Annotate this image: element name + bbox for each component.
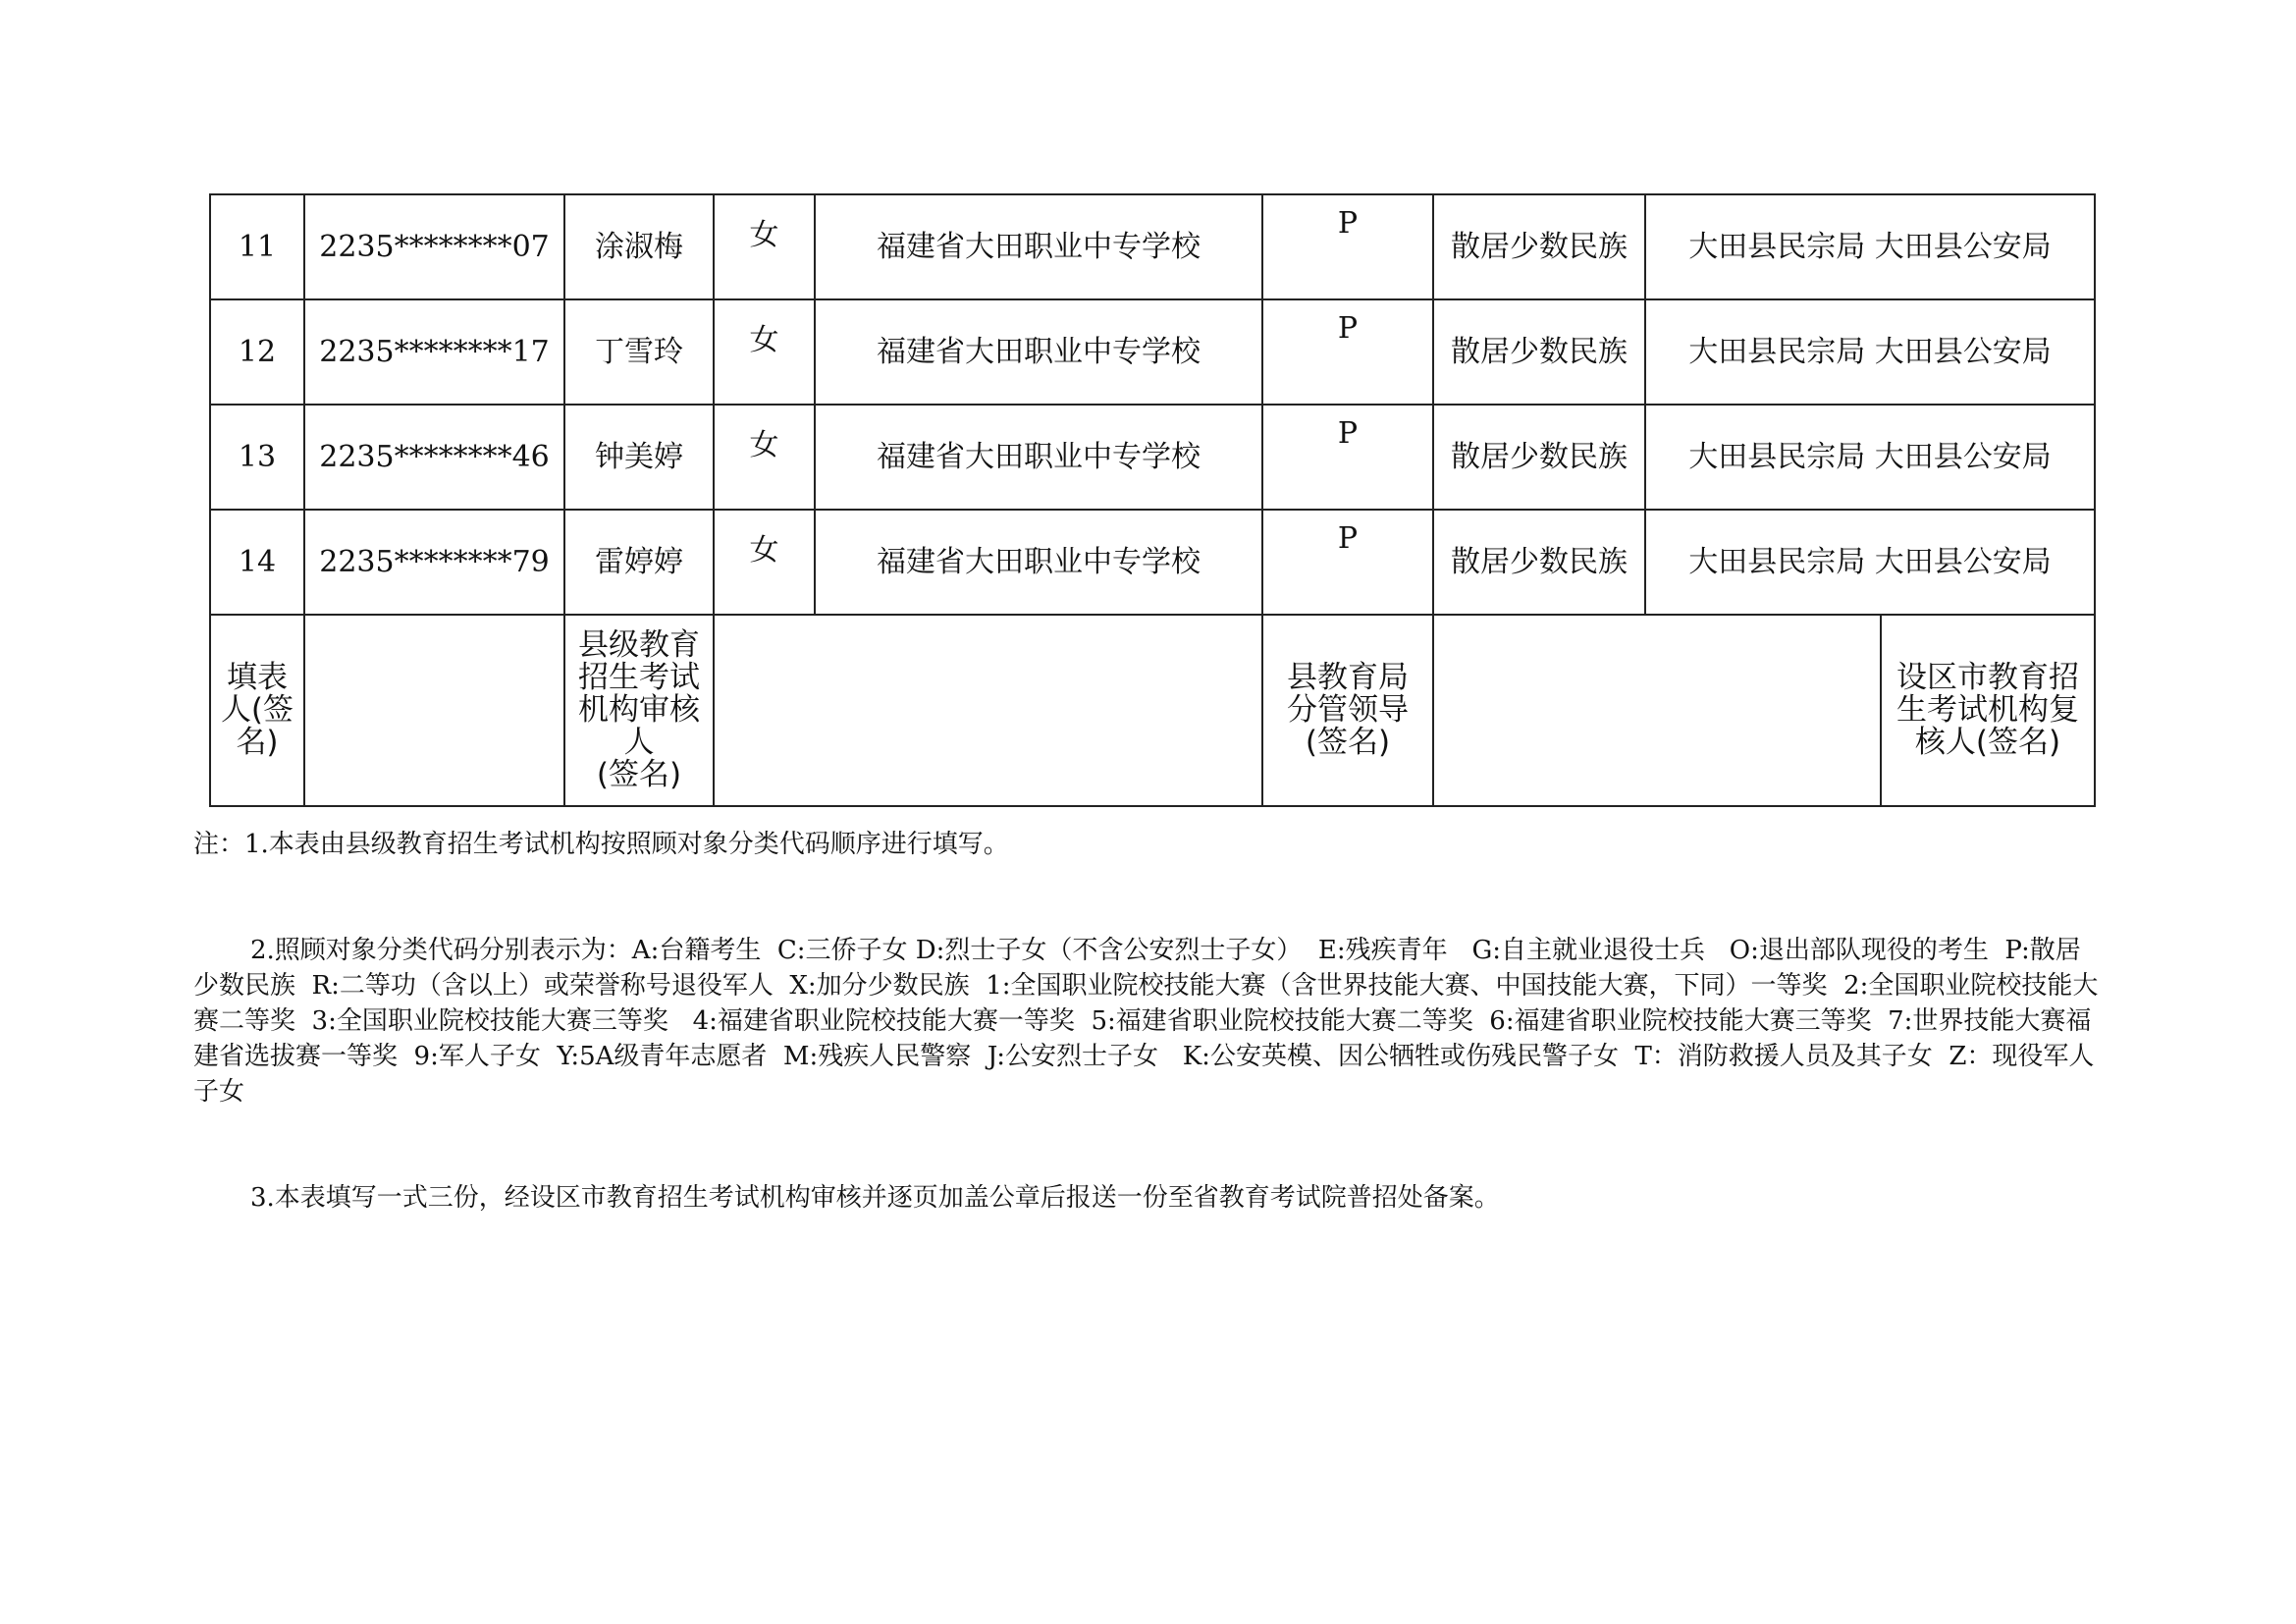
candidate-school: 福建省大田职业中专学校	[815, 405, 1262, 510]
note-line-3: 3.本表填写一式三份，经设区市教育招生考试机构审核并逐页加盖公章后报送一份至省教育考试院普招处备案。	[250, 1183, 1500, 1213]
candidate-name: 丁雪玲	[564, 299, 714, 405]
table-row	[210, 299, 2095, 405]
candidate-id: 2235********46	[304, 405, 564, 510]
candidate-gender-cell	[714, 510, 815, 615]
category-code: P	[1262, 510, 1433, 615]
candidate-name: 涂淑梅	[564, 194, 714, 299]
candidate-gender-cell	[714, 405, 815, 510]
candidate-gender-cell	[714, 194, 815, 299]
certifying-authority: 大田县民宗局 大田县公安局	[1645, 299, 2095, 405]
certifying-authority: 大田县民宗局 大田县公安局	[1645, 405, 2095, 510]
row-number: 13	[210, 405, 304, 510]
category-code: P	[1262, 194, 1433, 299]
candidate-school: 福建省大田职业中专学校	[815, 299, 1262, 405]
certifying-authority: 大田县民宗局 大田县公安局	[1645, 194, 2095, 299]
county-reviewer-signature-label: 县级教育 招生考试 机构审核 人 (签名)	[578, 627, 700, 792]
notes-section	[193, 756, 2103, 1251]
category-name: 散居少数民族	[1433, 194, 1645, 299]
candidate-name: 雷婷婷	[564, 510, 714, 615]
certifying-authority: 大田县民宗局 大田县公安局	[1645, 510, 2095, 615]
candidate-gender: 女	[749, 428, 779, 462]
row-number: 14	[210, 510, 304, 615]
candidate-gender-cell	[714, 299, 815, 405]
row-number: 11	[210, 194, 304, 299]
category-name: 散居少数民族	[1433, 405, 1645, 510]
county-leader-signature-label: 县教育局 分管领导 (签名)	[1287, 660, 1409, 760]
row-number: 12	[210, 299, 304, 405]
category-code: P	[1262, 299, 1433, 405]
table-row	[210, 194, 2095, 299]
city-reviewer-signature-label: 设区市教育招 生考试机构复 核人(签名)	[1896, 660, 2079, 760]
category-name: 散居少数民族	[1433, 299, 1645, 405]
category-name: 散居少数民族	[1433, 510, 1645, 615]
candidate-id: 2235********17	[304, 299, 564, 405]
candidate-id: 2235********79	[304, 510, 564, 615]
candidate-gender: 女	[749, 218, 779, 252]
candidate-gender: 女	[749, 533, 779, 568]
table-row	[210, 510, 2095, 615]
candidate-school: 福建省大田职业中专学校	[815, 510, 1262, 615]
category-code: P	[1262, 405, 1433, 510]
candidate-id: 2235********07	[304, 194, 564, 299]
note-line-1: 注：1.本表由县级教育招生考试机构按照顾对象分类代码顺序进行填写。	[193, 830, 1009, 859]
candidate-gender: 女	[749, 323, 779, 357]
candidate-name: 钟美婷	[564, 405, 714, 510]
table-row	[210, 405, 2095, 510]
candidate-school: 福建省大田职业中专学校	[815, 194, 1262, 299]
roster-table	[209, 193, 2096, 807]
filler-signature-label: 填表 人(签 名)	[220, 660, 294, 760]
note-line-2: 2.照顾对象分类代码分别表示为：A:台籍考生 C:三侨子女 D:烈士子女（不含公安烈士子女） E:残疾青年 G:自主就业退役士兵 O:退出部队现役的考生 P:散居少数民族 R:二等功（含以上）或荣誉称号退役军人 X:加分少数民族 1:全国职业院校技能大赛（含世界技能大赛、中国技能大赛，下同）一等奖 2:全国职业院校技能大赛二等奖 3:全国职业院校技能大赛三等奖 4:福建省职业院校技能大赛一等奖 5:福建省职业院校技能大赛二等奖 6:福建省职业院校技能大赛三等奖 7:世界技能大赛福建省选拔赛一等奖 9:军人子女 Y:5A级青年志愿者 M:残疾人民警察 J:公安烈士子女 K:公安英模、因公牺牲或伤残民警子女 T：消防救援人员及其子女 Z：现役军人子女	[193, 936, 2099, 1107]
